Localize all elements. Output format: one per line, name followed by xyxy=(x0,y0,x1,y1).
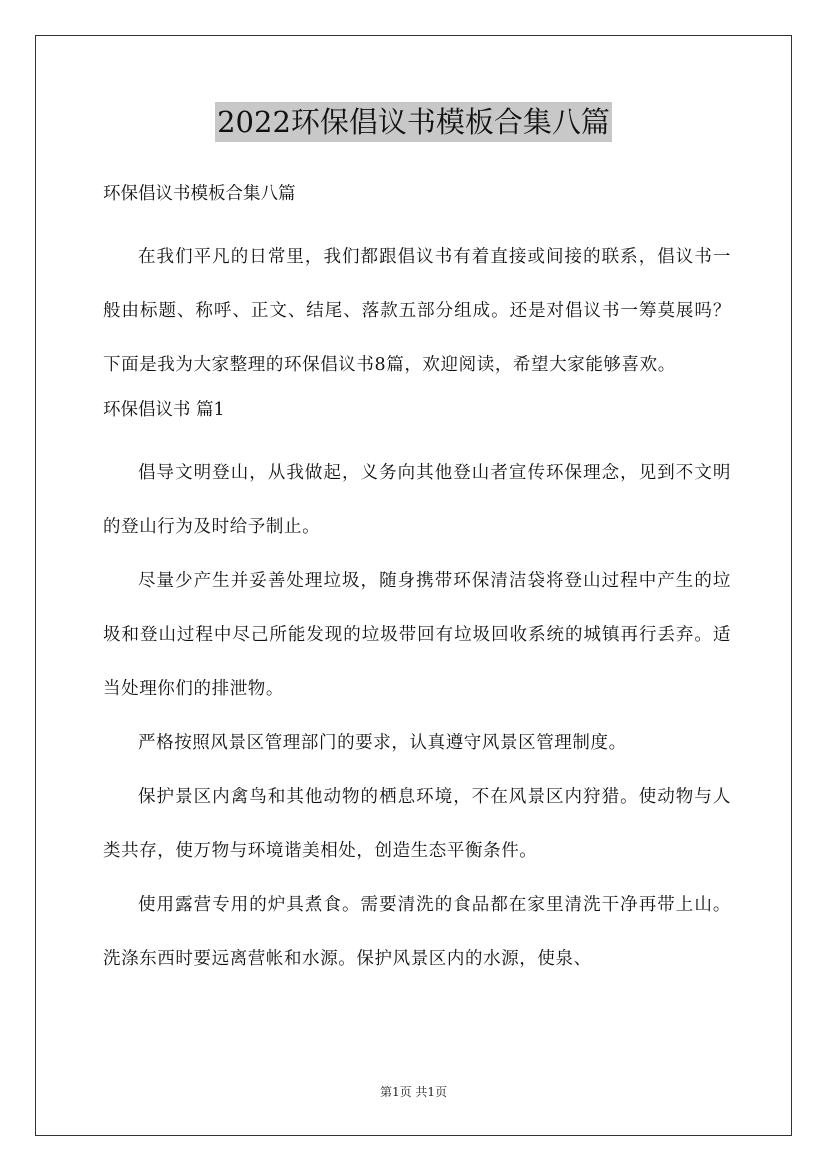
body-paragraph-4: 保护景区内禽鸟和其他动物的栖息环境，不在风景区内狩猎。使动物与人类共存，使万物与环境谐美相处，创造生态平衡条件。 xyxy=(103,787,731,861)
document-body xyxy=(103,176,731,986)
document-subtitle: 环保倡议书模板合集八篇 xyxy=(103,184,296,204)
intro-paragraph: 在我们平凡的日常里，我们都跟倡议书有着直接或间接的联系，倡议书一般由标题、称呼、正文、结尾、落款五部分组成。还是对倡议书一筹莫展吗？下面是我为大家整理的环保倡议书8篇，欢迎阅读，希望大家能够喜欢。 xyxy=(103,247,731,375)
body-paragraph-2: 尽量少产生并妥善处理垃圾，随身携带环保清洁袋将登山过程中产生的垃圾和登山过程中尽己所能发现的垃圾带回有垃圾回收系统的城镇再行丢弃。适当处理你们的排泄物。 xyxy=(103,571,731,699)
document-title: 2022环保倡议书模板合集八篇 xyxy=(215,102,612,142)
page-footer: 第1页 共1页 xyxy=(379,1085,448,1099)
body-paragraph-1: 倡导文明登山，从我做起，义务向其他登山者宣传环保理念，见到不文明的登山行为及时给予制止。 xyxy=(103,463,731,537)
section-heading: 环保倡议书 篇1 xyxy=(103,400,225,420)
body-paragraph-3: 严格按照风景区管理部门的要求，认真遵守风景区管理制度。 xyxy=(138,733,627,753)
title-container xyxy=(0,102,827,142)
body-paragraph-5: 使用露营专用的炉具煮食。需要清洗的食品都在家里清洗干净再带上山。洗涤东西时要远离营帐和水源。保护风景区内的水源，使泉、 xyxy=(103,895,731,969)
